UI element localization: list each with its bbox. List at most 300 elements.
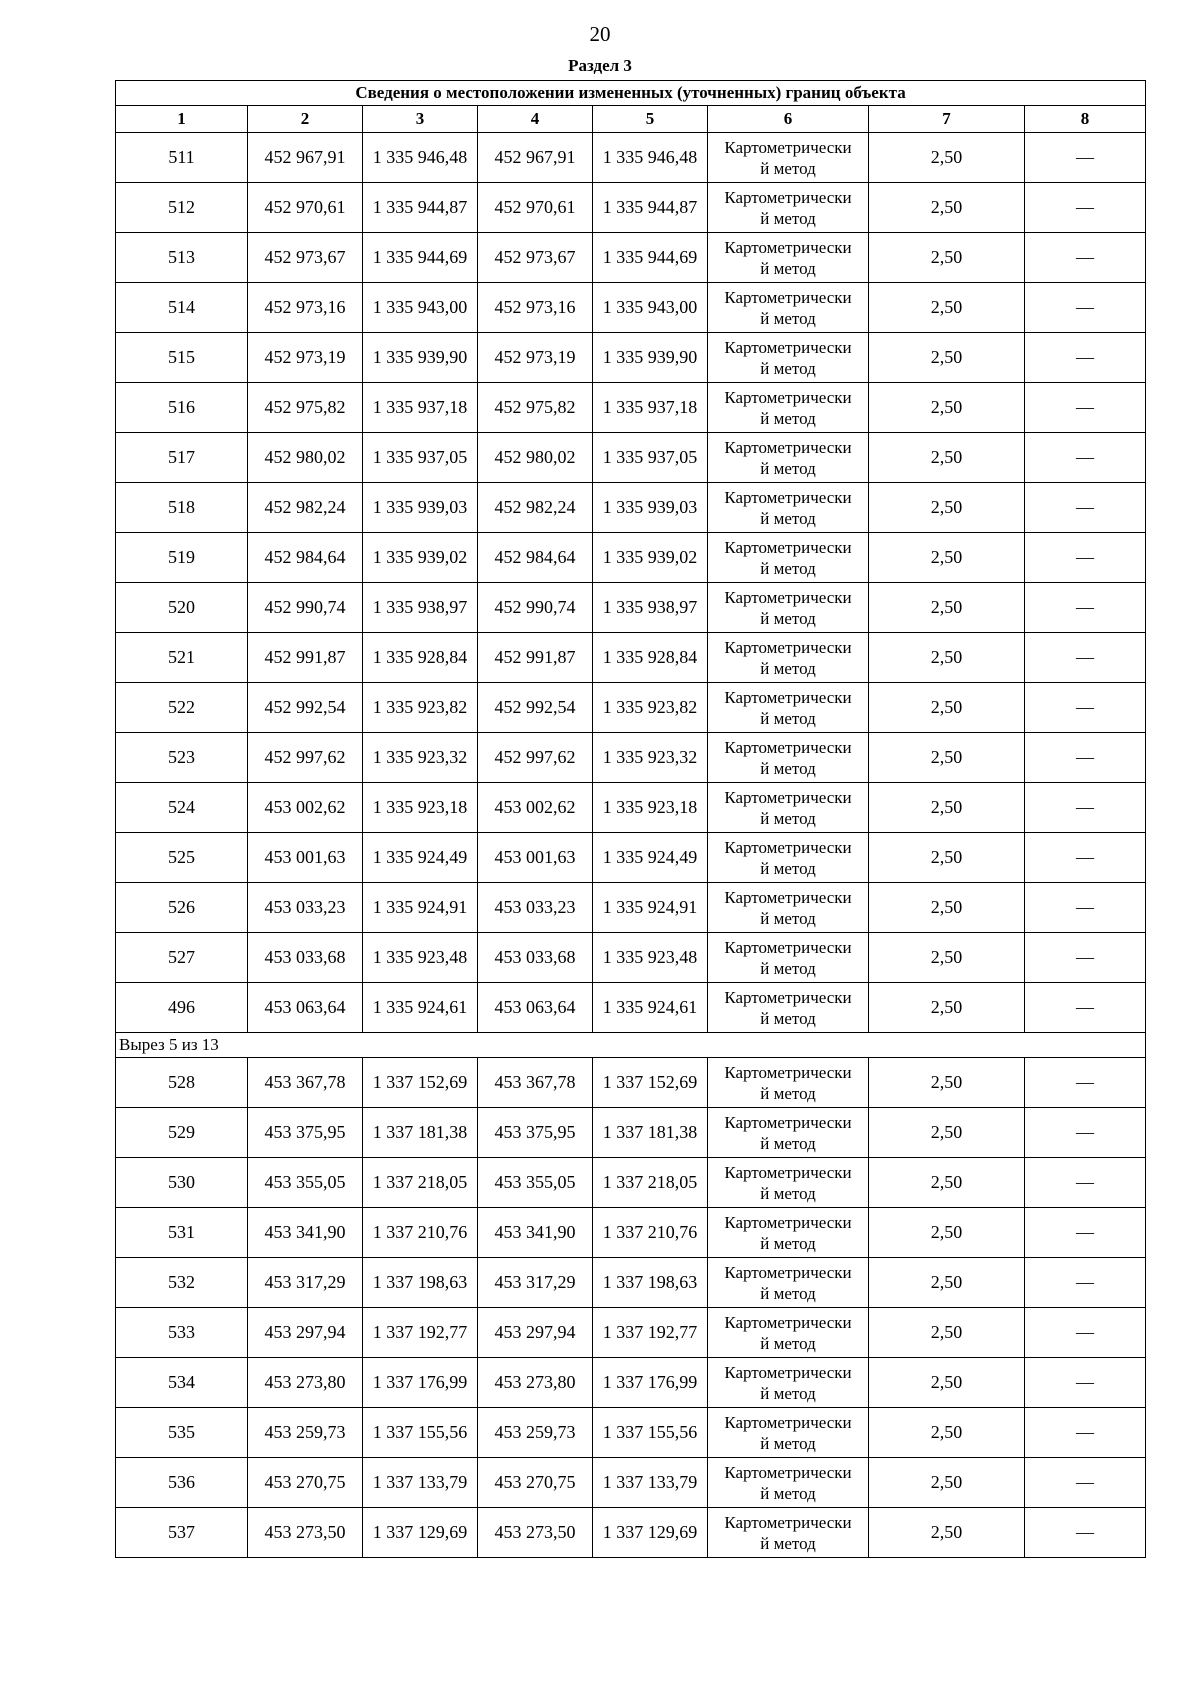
accuracy-cell: 2,50: [869, 283, 1025, 333]
point-number-cell: 534: [116, 1358, 248, 1408]
method-cell: [708, 583, 869, 633]
table-row: [116, 533, 1146, 583]
accuracy-cell: 2,50: [869, 1308, 1025, 1358]
description-cell: —: [1025, 1408, 1146, 1458]
method-text-line: Картометрически: [724, 837, 852, 857]
existing-x-cell: 453 375,95: [248, 1108, 363, 1158]
description-cell: —: [1025, 1208, 1146, 1258]
table-row: [116, 1208, 1146, 1258]
new-x-cell: 452 991,87: [478, 633, 593, 683]
description-cell: —: [1025, 433, 1146, 483]
new-y-cell: 1 337 210,76: [593, 1208, 708, 1258]
method-text-line: Картометрически: [724, 937, 852, 957]
method-text-line: Картометрически: [724, 787, 852, 807]
table-header-row: [116, 106, 1146, 133]
description-cell: —: [1025, 1458, 1146, 1508]
point-number-cell: 496: [116, 983, 248, 1033]
method-text-line: й метод: [760, 458, 816, 478]
method-text-line: й метод: [760, 1133, 816, 1153]
existing-x-cell: 452 967,91: [248, 133, 363, 183]
accuracy-cell: 2,50: [869, 383, 1025, 433]
table-row: [116, 1108, 1146, 1158]
description-cell: —: [1025, 133, 1146, 183]
description-cell: —: [1025, 683, 1146, 733]
existing-x-cell: 453 270,75: [248, 1458, 363, 1508]
accuracy-cell: 2,50: [869, 1358, 1025, 1408]
existing-y-cell: 1 337 152,69: [363, 1058, 478, 1108]
method-cell: [708, 1108, 869, 1158]
existing-x-cell: 452 991,87: [248, 633, 363, 683]
existing-x-cell: 453 033,68: [248, 933, 363, 983]
new-y-cell: 1 337 218,05: [593, 1158, 708, 1208]
method-text-line: Картометрически: [724, 287, 852, 307]
method-text-line: й метод: [760, 1383, 816, 1403]
new-x-cell: 453 297,94: [478, 1308, 593, 1358]
table-row: [116, 333, 1146, 383]
accuracy-cell: 2,50: [869, 133, 1025, 183]
method-text-line: Картометрически: [724, 1162, 852, 1182]
method-text-line: й метод: [760, 958, 816, 978]
description-cell: —: [1025, 883, 1146, 933]
new-x-cell: 453 063,64: [478, 983, 593, 1033]
description-cell: —: [1025, 983, 1146, 1033]
description-cell: —: [1025, 833, 1146, 883]
existing-y-cell: 1 335 924,61: [363, 983, 478, 1033]
new-x-cell: 452 982,24: [478, 483, 593, 533]
table-body: [116, 81, 1146, 1558]
method-cell: [708, 133, 869, 183]
description-cell: —: [1025, 283, 1146, 333]
new-x-cell: 452 997,62: [478, 733, 593, 783]
method-text-line: й метод: [760, 658, 816, 678]
accuracy-cell: 2,50: [869, 1258, 1025, 1308]
method-text-line: й метод: [760, 258, 816, 278]
point-number-cell: 515: [116, 333, 248, 383]
table-row: [116, 633, 1146, 683]
point-number-cell: 517: [116, 433, 248, 483]
new-y-cell: 1 335 924,91: [593, 883, 708, 933]
description-cell: —: [1025, 483, 1146, 533]
table-row: [116, 833, 1146, 883]
column-header: 6: [708, 106, 869, 133]
accuracy-cell: 2,50: [869, 1458, 1025, 1508]
existing-y-cell: 1 335 939,90: [363, 333, 478, 383]
table-caption-row: [116, 81, 1146, 106]
method-cell: [708, 333, 869, 383]
point-number-cell: 523: [116, 733, 248, 783]
new-x-cell: 452 992,54: [478, 683, 593, 733]
table-row: [116, 1358, 1146, 1408]
method-text-line: Картометрически: [724, 687, 852, 707]
method-text-line: й метод: [760, 1183, 816, 1203]
existing-y-cell: 1 335 923,48: [363, 933, 478, 983]
column-header: 7: [869, 106, 1025, 133]
existing-x-cell: 453 341,90: [248, 1208, 363, 1258]
method-text-line: й метод: [760, 358, 816, 378]
new-x-cell: 453 355,05: [478, 1158, 593, 1208]
new-y-cell: 1 335 923,18: [593, 783, 708, 833]
point-number-cell: 514: [116, 283, 248, 333]
point-number-cell: 511: [116, 133, 248, 183]
method-cell: [708, 483, 869, 533]
new-y-cell: 1 337 155,56: [593, 1408, 708, 1458]
method-cell: [708, 1458, 869, 1508]
point-number-cell: 527: [116, 933, 248, 983]
existing-y-cell: 1 337 181,38: [363, 1108, 478, 1158]
new-x-cell: 453 367,78: [478, 1058, 593, 1108]
method-cell: [708, 1408, 869, 1458]
method-cell: [708, 1258, 869, 1308]
existing-y-cell: 1 335 937,18: [363, 383, 478, 433]
new-x-cell: 453 273,50: [478, 1508, 593, 1558]
table-row: [116, 883, 1146, 933]
method-text-line: й метод: [760, 1483, 816, 1503]
table-row: [116, 983, 1146, 1033]
column-header: 4: [478, 106, 593, 133]
group-label: Вырез 5 из 13: [116, 1033, 1146, 1058]
existing-y-cell: 1 335 939,02: [363, 533, 478, 583]
existing-x-cell: 452 973,19: [248, 333, 363, 383]
point-number-cell: 513: [116, 233, 248, 283]
method-text-line: й метод: [760, 608, 816, 628]
existing-y-cell: 1 337 210,76: [363, 1208, 478, 1258]
existing-y-cell: 1 335 924,49: [363, 833, 478, 883]
point-number-cell: 525: [116, 833, 248, 883]
new-y-cell: 1 337 176,99: [593, 1358, 708, 1408]
existing-y-cell: 1 335 937,05: [363, 433, 478, 483]
existing-x-cell: 452 980,02: [248, 433, 363, 483]
accuracy-cell: 2,50: [869, 1408, 1025, 1458]
new-y-cell: 1 335 923,48: [593, 933, 708, 983]
new-y-cell: 1 335 939,90: [593, 333, 708, 383]
point-number-cell: 524: [116, 783, 248, 833]
new-x-cell: 453 270,75: [478, 1458, 593, 1508]
existing-x-cell: 452 984,64: [248, 533, 363, 583]
existing-y-cell: 1 335 923,32: [363, 733, 478, 783]
new-y-cell: 1 335 924,49: [593, 833, 708, 883]
description-cell: —: [1025, 1308, 1146, 1358]
new-y-cell: 1 337 192,77: [593, 1308, 708, 1358]
method-cell: [708, 1358, 869, 1408]
existing-y-cell: 1 335 923,18: [363, 783, 478, 833]
method-text-line: Картометрически: [724, 137, 852, 157]
new-y-cell: 1 335 944,69: [593, 233, 708, 283]
description-cell: —: [1025, 1258, 1146, 1308]
point-number-cell: 530: [116, 1158, 248, 1208]
new-x-cell: 453 001,63: [478, 833, 593, 883]
table-row: [116, 433, 1146, 483]
table-row: [116, 933, 1146, 983]
accuracy-cell: 2,50: [869, 1108, 1025, 1158]
method-text-line: й метод: [760, 858, 816, 878]
table-row: [116, 483, 1146, 533]
point-number-cell: 531: [116, 1208, 248, 1258]
description-cell: —: [1025, 583, 1146, 633]
accuracy-cell: 2,50: [869, 483, 1025, 533]
method-text-line: й метод: [760, 1008, 816, 1028]
accuracy-cell: 2,50: [869, 883, 1025, 933]
method-cell: [708, 933, 869, 983]
method-cell: [708, 833, 869, 883]
point-number-cell: 518: [116, 483, 248, 533]
existing-x-cell: 452 970,61: [248, 183, 363, 233]
method-text-line: Картометрически: [724, 587, 852, 607]
method-text-line: Картометрически: [724, 887, 852, 907]
existing-x-cell: 453 033,23: [248, 883, 363, 933]
point-number-cell: 535: [116, 1408, 248, 1458]
new-y-cell: 1 335 928,84: [593, 633, 708, 683]
point-number-cell: 533: [116, 1308, 248, 1358]
accuracy-cell: 2,50: [869, 733, 1025, 783]
description-cell: —: [1025, 783, 1146, 833]
new-y-cell: 1 337 181,38: [593, 1108, 708, 1158]
existing-y-cell: 1 337 133,79: [363, 1458, 478, 1508]
section-title: Раздел 3: [568, 56, 632, 75]
existing-y-cell: 1 335 923,82: [363, 683, 478, 733]
method-cell: [708, 683, 869, 733]
method-text-line: Картометрически: [724, 1412, 852, 1432]
column-header: 2: [248, 106, 363, 133]
new-y-cell: 1 335 937,05: [593, 433, 708, 483]
new-y-cell: 1 335 938,97: [593, 583, 708, 633]
table-row: [116, 1158, 1146, 1208]
column-header: 5: [593, 106, 708, 133]
existing-x-cell: 453 273,50: [248, 1508, 363, 1558]
description-cell: —: [1025, 233, 1146, 283]
existing-x-cell: 452 990,74: [248, 583, 363, 633]
method-cell: [708, 1158, 869, 1208]
new-y-cell: 1 335 923,82: [593, 683, 708, 733]
method-text-line: Картометрически: [724, 1212, 852, 1232]
method-cell: [708, 283, 869, 333]
method-text-line: й метод: [760, 808, 816, 828]
column-header: 1: [116, 106, 248, 133]
description-cell: —: [1025, 183, 1146, 233]
accuracy-cell: 2,50: [869, 633, 1025, 683]
method-text-line: Картометрически: [724, 637, 852, 657]
new-x-cell: 452 984,64: [478, 533, 593, 583]
method-text-line: й метод: [760, 308, 816, 328]
method-text-line: й метод: [760, 208, 816, 228]
existing-x-cell: 452 997,62: [248, 733, 363, 783]
accuracy-cell: 2,50: [869, 933, 1025, 983]
table-row: [116, 683, 1146, 733]
accuracy-cell: 2,50: [869, 333, 1025, 383]
page-number: 20: [589, 22, 611, 46]
method-cell: [708, 1308, 869, 1358]
existing-y-cell: 1 337 198,63: [363, 1258, 478, 1308]
new-y-cell: 1 337 133,79: [593, 1458, 708, 1508]
description-cell: —: [1025, 1058, 1146, 1108]
description-cell: —: [1025, 533, 1146, 583]
existing-y-cell: 1 337 192,77: [363, 1308, 478, 1358]
existing-x-cell: 453 063,64: [248, 983, 363, 1033]
point-number-cell: 521: [116, 633, 248, 683]
new-x-cell: 453 341,90: [478, 1208, 593, 1258]
table-caption: Сведения о местоположении измененных (уточненных) границ объекта: [116, 81, 1146, 106]
method-text-line: й метод: [760, 708, 816, 728]
existing-x-cell: 452 973,67: [248, 233, 363, 283]
existing-y-cell: 1 337 218,05: [363, 1158, 478, 1208]
method-text-line: Картометрически: [724, 387, 852, 407]
existing-x-cell: 452 975,82: [248, 383, 363, 433]
accuracy-cell: 2,50: [869, 1208, 1025, 1258]
existing-x-cell: 453 367,78: [248, 1058, 363, 1108]
method-text-line: Картометрически: [724, 337, 852, 357]
table-row: [116, 133, 1146, 183]
method-cell: [708, 883, 869, 933]
new-x-cell: 453 259,73: [478, 1408, 593, 1458]
method-text-line: й метод: [760, 158, 816, 178]
method-cell: [708, 783, 869, 833]
new-x-cell: 453 375,95: [478, 1108, 593, 1158]
accuracy-cell: 2,50: [869, 533, 1025, 583]
new-x-cell: 453 317,29: [478, 1258, 593, 1308]
point-number-cell: 522: [116, 683, 248, 733]
method-cell: [708, 383, 869, 433]
new-x-cell: 452 975,82: [478, 383, 593, 433]
method-text-line: й метод: [760, 1433, 816, 1453]
new-y-cell: 1 335 924,61: [593, 983, 708, 1033]
existing-y-cell: 1 335 938,97: [363, 583, 478, 633]
existing-x-cell: 453 002,62: [248, 783, 363, 833]
accuracy-cell: 2,50: [869, 833, 1025, 883]
point-number-cell: 516: [116, 383, 248, 433]
table-row: [116, 1308, 1146, 1358]
method-text-line: Картометрически: [724, 1362, 852, 1382]
description-cell: —: [1025, 633, 1146, 683]
method-text-line: й метод: [760, 1283, 816, 1303]
existing-y-cell: 1 335 944,69: [363, 233, 478, 283]
method-text-line: Картометрически: [724, 1112, 852, 1132]
accuracy-cell: 2,50: [869, 433, 1025, 483]
new-x-cell: 453 273,80: [478, 1358, 593, 1408]
point-number-cell: 519: [116, 533, 248, 583]
method-text-line: й метод: [760, 1083, 816, 1103]
existing-y-cell: 1 337 129,69: [363, 1508, 478, 1558]
point-number-cell: 536: [116, 1458, 248, 1508]
table-row: [116, 233, 1146, 283]
point-number-cell: 528: [116, 1058, 248, 1108]
existing-x-cell: 453 317,29: [248, 1258, 363, 1308]
new-x-cell: 453 002,62: [478, 783, 593, 833]
point-number-cell: 520: [116, 583, 248, 633]
accuracy-cell: 2,50: [869, 783, 1025, 833]
existing-x-cell: 452 992,54: [248, 683, 363, 733]
existing-y-cell: 1 335 946,48: [363, 133, 478, 183]
accuracy-cell: 2,50: [869, 183, 1025, 233]
method-text-line: Картометрически: [724, 1312, 852, 1332]
accuracy-cell: 2,50: [869, 983, 1025, 1033]
existing-y-cell: 1 335 939,03: [363, 483, 478, 533]
method-text-line: Картометрически: [724, 437, 852, 457]
existing-y-cell: 1 335 924,91: [363, 883, 478, 933]
existing-y-cell: 1 337 155,56: [363, 1408, 478, 1458]
new-y-cell: 1 335 937,18: [593, 383, 708, 433]
existing-y-cell: 1 335 944,87: [363, 183, 478, 233]
method-text-line: й метод: [760, 1533, 816, 1553]
point-number-cell: 512: [116, 183, 248, 233]
existing-x-cell: 452 982,24: [248, 483, 363, 533]
method-text-line: Картометрически: [724, 987, 852, 1007]
description-cell: —: [1025, 1358, 1146, 1408]
method-text-line: Картометрически: [724, 1462, 852, 1482]
new-x-cell: 452 973,16: [478, 283, 593, 333]
existing-x-cell: 453 297,94: [248, 1308, 363, 1358]
method-text-line: Картометрически: [724, 1512, 852, 1532]
table-row: [116, 1058, 1146, 1108]
description-cell: —: [1025, 933, 1146, 983]
method-cell: [708, 1208, 869, 1258]
table-row: [116, 783, 1146, 833]
point-number-cell: 532: [116, 1258, 248, 1308]
table-row: [116, 183, 1146, 233]
point-number-cell: 537: [116, 1508, 248, 1558]
new-x-cell: 452 967,91: [478, 133, 593, 183]
table-row: [116, 1458, 1146, 1508]
accuracy-cell: 2,50: [869, 1508, 1025, 1558]
boundary-coordinates-table: [115, 80, 1146, 1558]
method-text-line: Картометрически: [724, 537, 852, 557]
new-x-cell: 452 970,61: [478, 183, 593, 233]
accuracy-cell: 2,50: [869, 1058, 1025, 1108]
description-cell: —: [1025, 1108, 1146, 1158]
new-y-cell: 1 337 198,63: [593, 1258, 708, 1308]
table-row: [116, 583, 1146, 633]
new-x-cell: 452 990,74: [478, 583, 593, 633]
accuracy-cell: 2,50: [869, 683, 1025, 733]
new-y-cell: 1 337 129,69: [593, 1508, 708, 1558]
method-text-line: й метод: [760, 558, 816, 578]
method-cell: [708, 983, 869, 1033]
existing-y-cell: 1 335 928,84: [363, 633, 478, 683]
point-number-cell: 526: [116, 883, 248, 933]
new-y-cell: 1 335 939,03: [593, 483, 708, 533]
table-row: [116, 1258, 1146, 1308]
accuracy-cell: 2,50: [869, 233, 1025, 283]
method-text-line: й метод: [760, 408, 816, 428]
method-cell: [708, 433, 869, 483]
accuracy-cell: 2,50: [869, 1158, 1025, 1208]
description-cell: —: [1025, 333, 1146, 383]
new-x-cell: 452 973,19: [478, 333, 593, 383]
new-x-cell: 453 033,23: [478, 883, 593, 933]
method-cell: [708, 733, 869, 783]
table-row: [116, 733, 1146, 783]
new-y-cell: 1 335 946,48: [593, 133, 708, 183]
method-cell: [708, 1058, 869, 1108]
description-cell: —: [1025, 383, 1146, 433]
new-y-cell: 1 335 923,32: [593, 733, 708, 783]
method-text-line: Картометрически: [724, 237, 852, 257]
column-header: 3: [363, 106, 478, 133]
method-text-line: Картометрически: [724, 187, 852, 207]
method-text-line: й метод: [760, 758, 816, 778]
method-cell: [708, 1508, 869, 1558]
table-row: [116, 1408, 1146, 1458]
description-cell: —: [1025, 1508, 1146, 1558]
existing-x-cell: 453 273,80: [248, 1358, 363, 1408]
new-x-cell: 452 973,67: [478, 233, 593, 283]
existing-x-cell: 453 355,05: [248, 1158, 363, 1208]
existing-y-cell: 1 335 943,00: [363, 283, 478, 333]
new-x-cell: 452 980,02: [478, 433, 593, 483]
table-row: [116, 283, 1146, 333]
new-x-cell: 453 033,68: [478, 933, 593, 983]
method-text-line: й метод: [760, 908, 816, 928]
method-text-line: й метод: [760, 1333, 816, 1353]
new-y-cell: 1 335 944,87: [593, 183, 708, 233]
